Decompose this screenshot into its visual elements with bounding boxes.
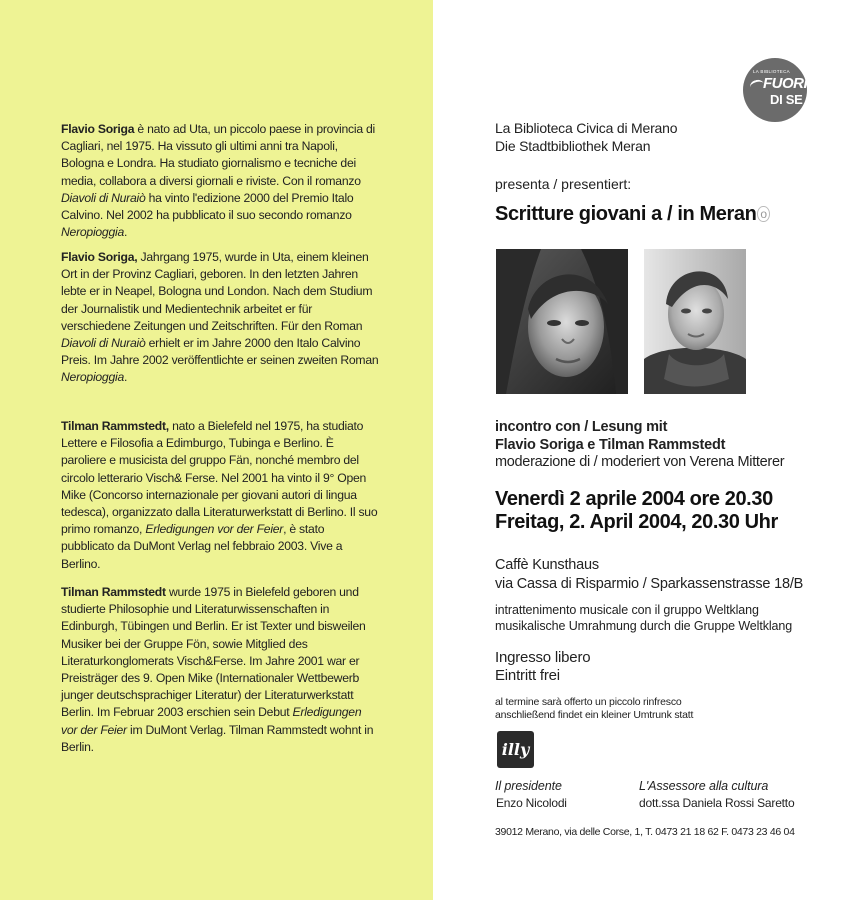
bio-rammstedt-de	[61, 584, 379, 756]
venue-name: Caffè Kunsthaus	[495, 557, 599, 573]
illy-logo: illy	[497, 731, 534, 768]
date-de: Freitag, 2. April 2004, 20.30 Uhr	[495, 511, 778, 533]
bio-name: Flavio Soriga	[61, 122, 135, 136]
library-name-de: Die Stadtbibliothek Meran	[495, 138, 651, 154]
event-title-text: Scritture giovani a / in Meran	[495, 203, 757, 225]
photo-tilman-rammstedt	[644, 249, 746, 394]
novel-title: Neropioggia	[61, 370, 124, 385]
entry-de: Eintritt frei	[495, 667, 560, 684]
music-de: musikalische Umrahmung durch die Gruppe Weltklang	[495, 619, 793, 633]
refreshment-it: al termine sarà offerto un piccolo rinfresco	[495, 696, 682, 708]
venue-street: via Cassa di Risparmio / Sparkassenstrasse 18/B	[495, 576, 804, 592]
event-title	[495, 203, 770, 226]
bio-text: ha vinto l'edizione 2000 del Premio Italo Calvino. Nel 2002 ha pubblicato il suo secondo romanzo	[61, 190, 354, 223]
date-it: Venerdì 2 aprile 2004 ore 20.30	[495, 488, 773, 510]
photo-flavio-soriga	[496, 249, 628, 394]
incontro-line: incontro con / Lesung mit	[495, 419, 668, 435]
moderazione-line: moderazione di / moderiert von Verena Mitterer	[495, 454, 785, 470]
logo-line-1: FUORI	[763, 75, 808, 92]
fuori-di-se-logo	[743, 58, 807, 122]
bio-text: .	[123, 370, 128, 385]
bio-text: nato a Bielefeld nel 1975, ha studiato Lettere e Filosofia a Edimburgo, Tubinga e Berlino. È paroliere e musicista del gruppo Fän, nonché membro del circolo letterario Visch& Ferse. Nel 2001 ha vinto il 9° Open Mike (Concorso internazionale per giovani autori di lingua tedesca), organizzato dalla Literaturwerkstatt di Berlino. Il suo primo romanzo,	[61, 419, 378, 537]
bio-text: erhielt er im Jahre 2000 den Italo Calvino Preis. Im Jahre 2002 veröffentlichte er seinen zweiten Roman	[61, 336, 379, 368]
novel-title: Erledigungen vor der Feier	[61, 705, 362, 737]
library-name-it: La Biblioteca Civica di Merano	[495, 120, 678, 136]
title-circled-o: o	[757, 206, 769, 222]
logo-small-text: LA BIBLIOTECA	[753, 69, 790, 74]
novel-title: Erledigungen vor der Feier	[145, 522, 284, 537]
signatory-1-role: Il presidente	[495, 779, 562, 793]
signatory-1-name: Enzo Nicolodi	[496, 796, 567, 810]
bio-soriga-it	[61, 121, 379, 241]
presenta-line: presenta / presentiert:	[495, 176, 632, 192]
music-it: intrattenimento musicale con il gruppo Weltklang	[495, 603, 759, 617]
bio-soriga-de	[61, 249, 379, 387]
bio-text: .	[123, 225, 128, 240]
novel-title: Neropioggia	[61, 225, 124, 240]
authors-line: Flavio Soriga e Tilman Rammstedt	[495, 437, 726, 453]
bio-name: Tilman Rammstedt	[61, 585, 166, 599]
signatory-2-name: dott.ssa Daniela Rossi Saretto	[639, 796, 795, 810]
bio-text: , è stato pubblicato da DuMont Verlag nel febbraio 2003. Vive a Berlino.	[61, 522, 343, 571]
refreshment-de: anschließend findet ein kleiner Umtrunk statt	[495, 709, 694, 721]
bio-name: Tilman Rammstedt,	[61, 419, 169, 433]
bio-text: è nato ad Uta, un piccolo paese in provincia di Cagliari, nel 1975. Ha vissuto gli ultimi anni tra Napoli, Bologna e Londra. Ha studiato giornalismo e tecniche dei media, collabora a diversi giornali e riviste. Con il romanzo	[61, 122, 375, 188]
bio-text: Jahrgang 1975, wurde in Uta, einem kleinen Ort in der Provinz Cagliari, geboren. In den letzten Jahren lebte er in Neapel, Bologna und London. Nach dem Studium der Journalistik und Medientechnik arbeitet er für verschiedene Zeitungen und Zeitschriften. Für den Roman	[61, 250, 373, 333]
bio-rammstedt-it	[61, 418, 379, 573]
bio-text: im DuMont Verlag. Tilman Rammstedt wohnt in Berlin.	[61, 722, 374, 754]
signatory-2-role: L'Assessore alla cultura	[639, 779, 769, 793]
address-line: 39012 Merano, via delle Corse, 1, T. 0473 21 18 62 F. 0473 23 46 04	[495, 826, 795, 838]
novel-title: Diavoli di Nuraiò	[61, 190, 146, 205]
bio-text: wurde 1975 in Bielefeld geboren und studierte Philosophie und Literaturwissenschaften in Edinburgh, Tübingen und Berlin. Er ist Texter und bisweilen Musiker bei der Gruppe Fön, sowie Mitglied des Literaturkonglomerats Visch&Ferse. Im Jahre 2001 war er Preisträger des 9. Open Mike (Internationaler Wettbewerb junger deutschsprachiger Literatur) der Literaturwerkstatt Berlin. Im Februar 2003 erschien sein Debut	[61, 585, 366, 720]
novel-title: Diavoli di Nuraiò	[61, 336, 146, 351]
logo-line-2: DI SE	[770, 92, 803, 107]
entry-it: Ingresso libero	[495, 649, 591, 666]
bio-name: Flavio Soriga,	[61, 250, 138, 264]
